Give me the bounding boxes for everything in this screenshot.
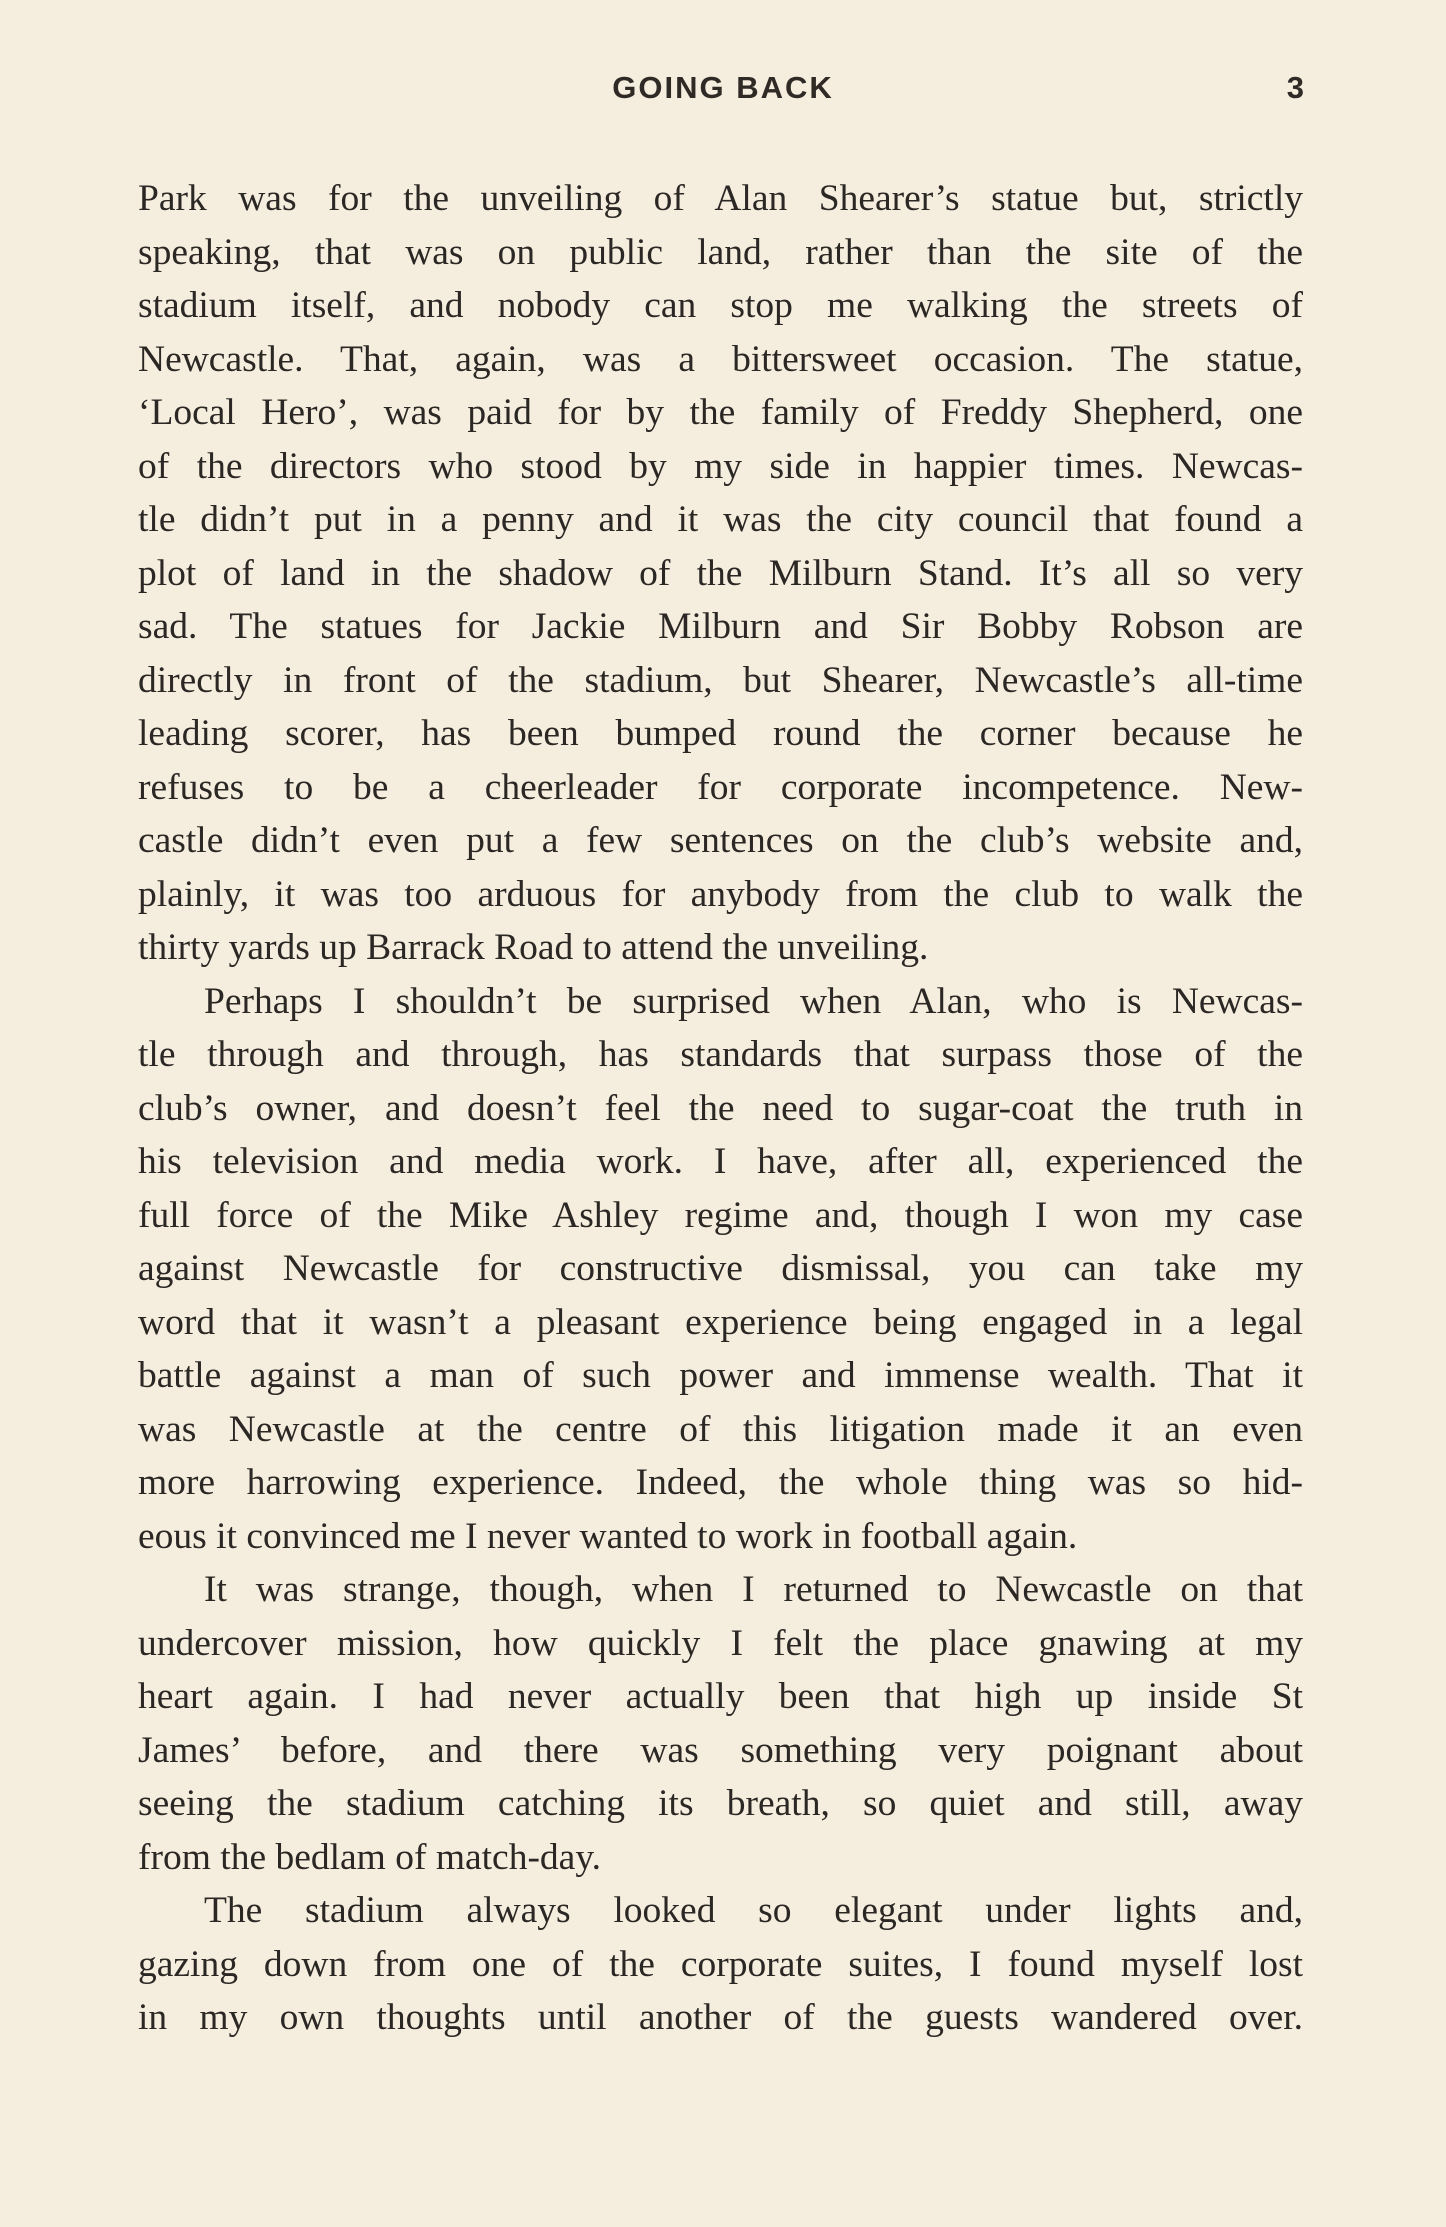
text-line: his television and media work. I have, after all, experienced the — [138, 1141, 1303, 1182]
running-title: GOING BACK — [612, 70, 834, 105]
paragraph-2 — [138, 975, 1303, 1564]
text-line: tle didn’t put in a penny and it was the city council that found a — [138, 499, 1303, 540]
text-line: ‘Local Hero’, was paid for by the family of Freddy Shepherd, one — [138, 392, 1303, 433]
text-line: club’s owner, and doesn’t feel the need to sugar-coat the truth in — [138, 1087, 1303, 1129]
paragraph-3 — [138, 1563, 1303, 1884]
text-line: castle didn’t even put a few sentences on the club’s website and, — [138, 820, 1303, 861]
text-line: plainly, it was too arduous for anybody from the club to walk the — [138, 873, 1303, 915]
running-head — [0, 70, 1446, 120]
text-line: heart again. I had never actually been that high up inside St — [138, 1676, 1303, 1717]
text-line: full force of the Mike Ashley regime and, though I won my case — [138, 1194, 1303, 1236]
text-line: from the bedlam of match-day. — [138, 1836, 602, 1878]
text-line: more harrowing experience. Indeed, the whole thing was so hid- — [138, 1462, 1303, 1503]
text-line: gazing down from one of the corporate suites, I found myself lost — [138, 1943, 1303, 1985]
text-line: refuses to be a cheerleader for corporate incompetence. New- — [138, 766, 1303, 808]
text-line: Perhaps I shouldn’t be surprised when Alan, who is Newcas- — [204, 980, 1303, 1022]
text-line: It was strange, though, when I returned to Newcastle on that — [204, 1569, 1303, 1610]
text-line: seeing the stadium catching its breath, so quiet and still, away — [138, 1783, 1303, 1824]
text-line: plot of land in the shadow of the Milburn Stand. It’s all so very — [138, 552, 1303, 594]
text-line: eous it convinced me I never wanted to work in football again. — [138, 1515, 1078, 1557]
text-line: battle against a man of such power and immense wealth. That it — [138, 1355, 1303, 1396]
text-line: Newcastle. That, again, was a bittersweet occasion. The statue, — [138, 338, 1303, 380]
text-line: stadium itself, and nobody can stop me walking the streets of — [138, 285, 1303, 326]
text-line: of the directors who stood by my side in happier times. Newcas- — [138, 445, 1303, 487]
paragraph-4 — [138, 1884, 1303, 2045]
text-line: was Newcastle at the centre of this litigation made it an even — [138, 1408, 1303, 1450]
text-line: Park was for the unveiling of Alan Shearer’s statue but, strictly — [138, 178, 1303, 219]
text-line: sad. The statues for Jackie Milburn and Sir Bobby Robson are — [138, 606, 1303, 647]
text-line: speaking, that was on public land, rather than the site of the — [138, 231, 1303, 273]
body-text — [138, 172, 1303, 2045]
text-line: directly in front of the stadium, but Shearer, Newcastle’s all-time — [138, 659, 1303, 701]
text-line: in my own thoughts until another of the guests wandered over. — [138, 1997, 1303, 2038]
page-number: 3 — [1286, 70, 1304, 105]
text-line: thirty yards up Barrack Road to attend the unveiling. — [138, 927, 929, 968]
text-line: tle through and through, has standards that surpass those of the — [138, 1034, 1303, 1075]
paragraph-1 — [138, 172, 1303, 975]
text-line: undercover mission, how quickly I felt the place gnawing at my — [138, 1622, 1303, 1664]
text-line: against Newcastle for constructive dismissal, you can take my — [138, 1248, 1303, 1289]
text-line: James’ before, and there was something very poignant about — [138, 1729, 1303, 1771]
text-line: word that it wasn’t a pleasant experience being engaged in a legal — [138, 1301, 1303, 1343]
text-line: The stadium always looked so elegant under lights and, — [204, 1890, 1303, 1931]
text-line: leading scorer, has been bumped round the corner because he — [138, 713, 1303, 754]
